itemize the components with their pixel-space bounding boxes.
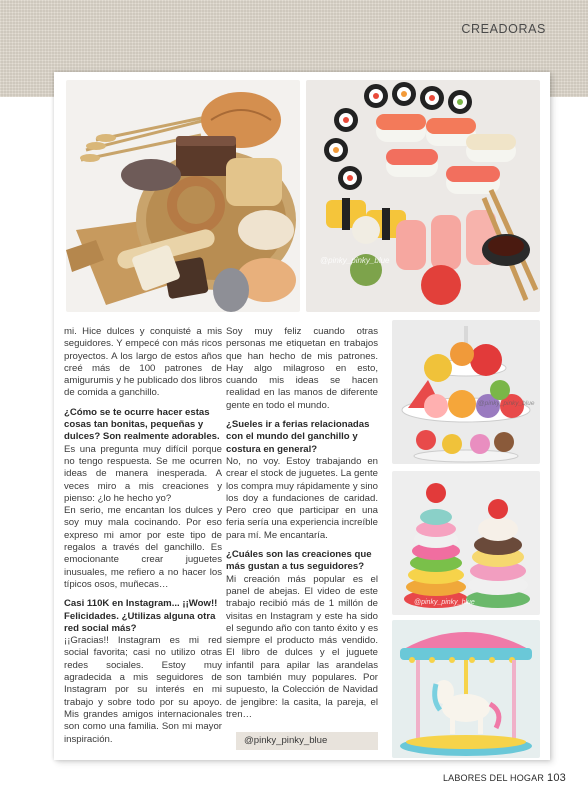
column1-intro: mi. Hice dulces y conquisté a mis seguidores. Y empecé con más ricos proyectos. A los largo de estos años creé más de 100 patrones de amigurumis y he publicado dos libros de comida a ganchillo. bbox=[64, 326, 222, 399]
question-3: ¿Sueles ir a ferias relacionadas con el mundo del ganchillo y costura en general? bbox=[226, 419, 370, 455]
answer-2: ¡¡Gracias!! Instagram es mi red social favorita; casi no utilizo otras redes sociales. Estoy muy agradecida a mis seguidores de Instagram por su interés en mi trabajo y sobre todo por su apoyo. Mis grandes amigos internacionales son como una familia. Son mi mayor inspiración. bbox=[64, 635, 222, 745]
answer-4: Mi creación más popular es el panel de abejas. El video de este trabajo recibió más de 1 millón de visitas en Instagram y este ha sido el segundo año con tanto éxito y es siempre el producto más vendido. El libro de dulces y el juguete infantil para apilar las arandelas son también muy populares. Por supuesto, la Colección de Navidad de jengibre: la casita, la pareja, el tren… bbox=[226, 573, 378, 720]
article-column-1 bbox=[64, 326, 222, 753]
stacking-cakes-photo bbox=[392, 471, 540, 615]
article-column-2 bbox=[226, 326, 378, 728]
column2-intro: Soy muy feliz cuando otras personas me etiquetan en trabajos que han hecho de mis patrones. Hay algo milagroso en esto, cuando mis ideas se hacen realidad en las manos de diferente gente en todo el mundo. bbox=[226, 326, 378, 411]
instagram-handle: @pinky_pinky_blue bbox=[236, 732, 378, 750]
fruit-stand-photo bbox=[392, 320, 540, 464]
sushi-watermark: @pinky_pinky_blue bbox=[320, 256, 390, 265]
sushi-photo bbox=[306, 80, 540, 312]
page-number: 103 bbox=[547, 772, 566, 784]
cake-watermark: @pinky_pinky_blue bbox=[414, 599, 475, 606]
question-1: ¿Cómo se te ocurre hacer estas cosas tan bonitas, pequeñas y dulces? Son realmente adorables. bbox=[64, 406, 220, 443]
fruit-watermark: @pinky_pinky_blue bbox=[478, 400, 535, 407]
page-footer bbox=[443, 772, 566, 784]
magazine-name: LABORES DEL HOGAR bbox=[442, 773, 545, 783]
carousel-photo bbox=[392, 620, 540, 758]
answer-3: No, no voy. Estoy trabajando en crear el stock de juguetes. La gente los compra muy rápidamente y sino los doy a fundaciones de caridad. Pero creo que participar en una feria sería una experiencia increíble para mí. Me encantaría. bbox=[226, 455, 378, 541]
bread-basket-photo bbox=[66, 80, 300, 312]
section-label: CREADORAS bbox=[461, 22, 546, 36]
question-4: ¿Cuáles son las creaciones que más gustan a tus seguidores? bbox=[226, 549, 372, 573]
answer-1: Es una pregunta muy difícil porque no tengo respuesta. Se me ocurren ideas de manera inesperada. A veces miro a mis creaciones y pienso: ¿lo he hecho yo? bbox=[64, 443, 222, 504]
answer-1-continued: En serio, me encantan los dulces y soy muy mala cocinando. Por eso expreso mi amor por este tipo de regalos a través del ganchillo. Es emocionante crear juguetes inusuales, me refiero a no hacer los típicos osos, muñecas… bbox=[64, 505, 222, 590]
question-2: Casi 110K en Instagram... ¡¡Wow!! Felicidades. ¿Utilizas alguna otra red social más? bbox=[64, 598, 218, 634]
